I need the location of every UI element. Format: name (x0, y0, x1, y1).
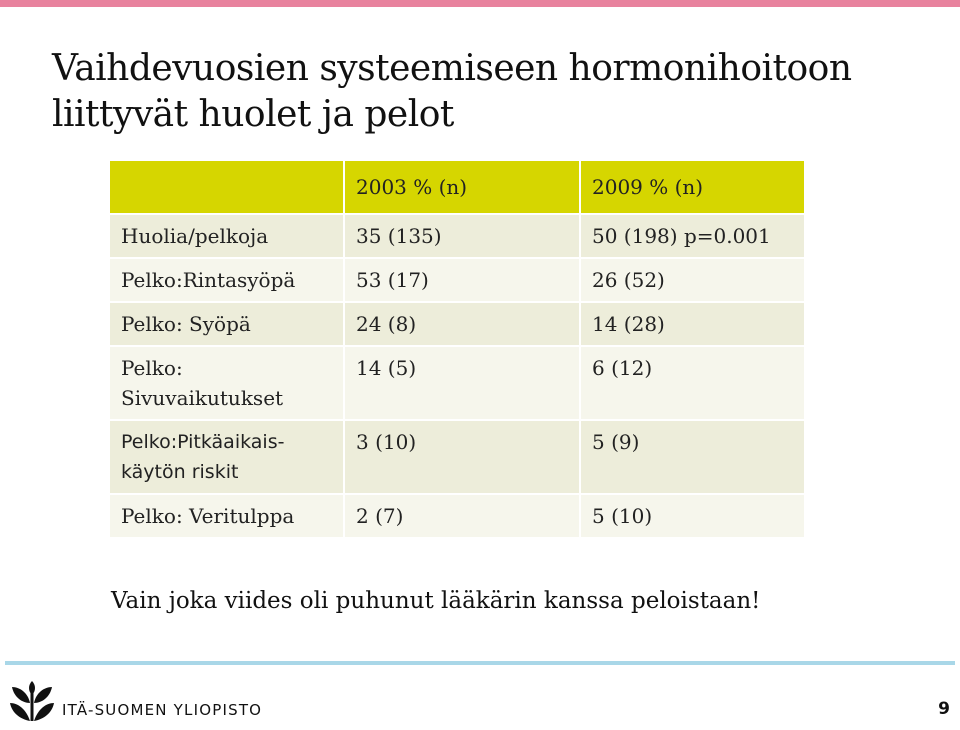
summary-note: Vain joka viides oli puhunut lääkärin kanssa peloistaan! (111, 588, 761, 614)
table-row (109, 346, 805, 420)
value-2009: 14 (28) (580, 302, 805, 346)
row-label: Pelko: Veritulppa (109, 494, 344, 538)
bottom-accent-bar (5, 661, 955, 665)
row-label: Pelko:Pitkäaikais-käytön riskit (109, 420, 344, 494)
title-line-1: Vaihdevuosien systeemiseen hormonihoitoon (52, 48, 852, 89)
top-accent-bar (0, 0, 960, 7)
table-header-row (109, 160, 805, 214)
header-cell-empty (109, 160, 344, 214)
row-label: Pelko: Sivuvaikutukset (109, 346, 344, 420)
table-row (109, 494, 805, 538)
value-2003: 14 (5) (344, 346, 580, 420)
concerns-table (108, 159, 806, 539)
value-2009: 26 (52) (580, 258, 805, 302)
header-cell-2009: 2009 % (n) (580, 160, 805, 214)
university-name: ITÄ-SUOMEN YLIOPISTO (62, 701, 263, 719)
value-2003: 2 (7) (344, 494, 580, 538)
slide-title (52, 46, 932, 138)
table-row (109, 302, 805, 346)
row-label: Pelko:Rintasyöpä (109, 258, 344, 302)
row-label: Huolia/pelkoja (109, 214, 344, 258)
value-2009: 5 (9) (580, 420, 805, 494)
page-number: 9 (938, 699, 950, 719)
row-label: Pelko: Syöpä (109, 302, 344, 346)
title-line-2: liittyvät huolet ja pelot (52, 94, 454, 135)
value-2009: 50 (198) p=0.001 (580, 214, 805, 258)
value-2003: 3 (10) (344, 420, 580, 494)
value-2003: 35 (135) (344, 214, 580, 258)
value-2003: 53 (17) (344, 258, 580, 302)
value-2003: 24 (8) (344, 302, 580, 346)
header-cell-2003: 2003 % (n) (344, 160, 580, 214)
university-logo-icon (8, 679, 56, 723)
value-2009: 5 (10) (580, 494, 805, 538)
table-row (109, 258, 805, 302)
table-row (109, 214, 805, 258)
value-2009: 6 (12) (580, 346, 805, 420)
table-row (109, 420, 805, 494)
